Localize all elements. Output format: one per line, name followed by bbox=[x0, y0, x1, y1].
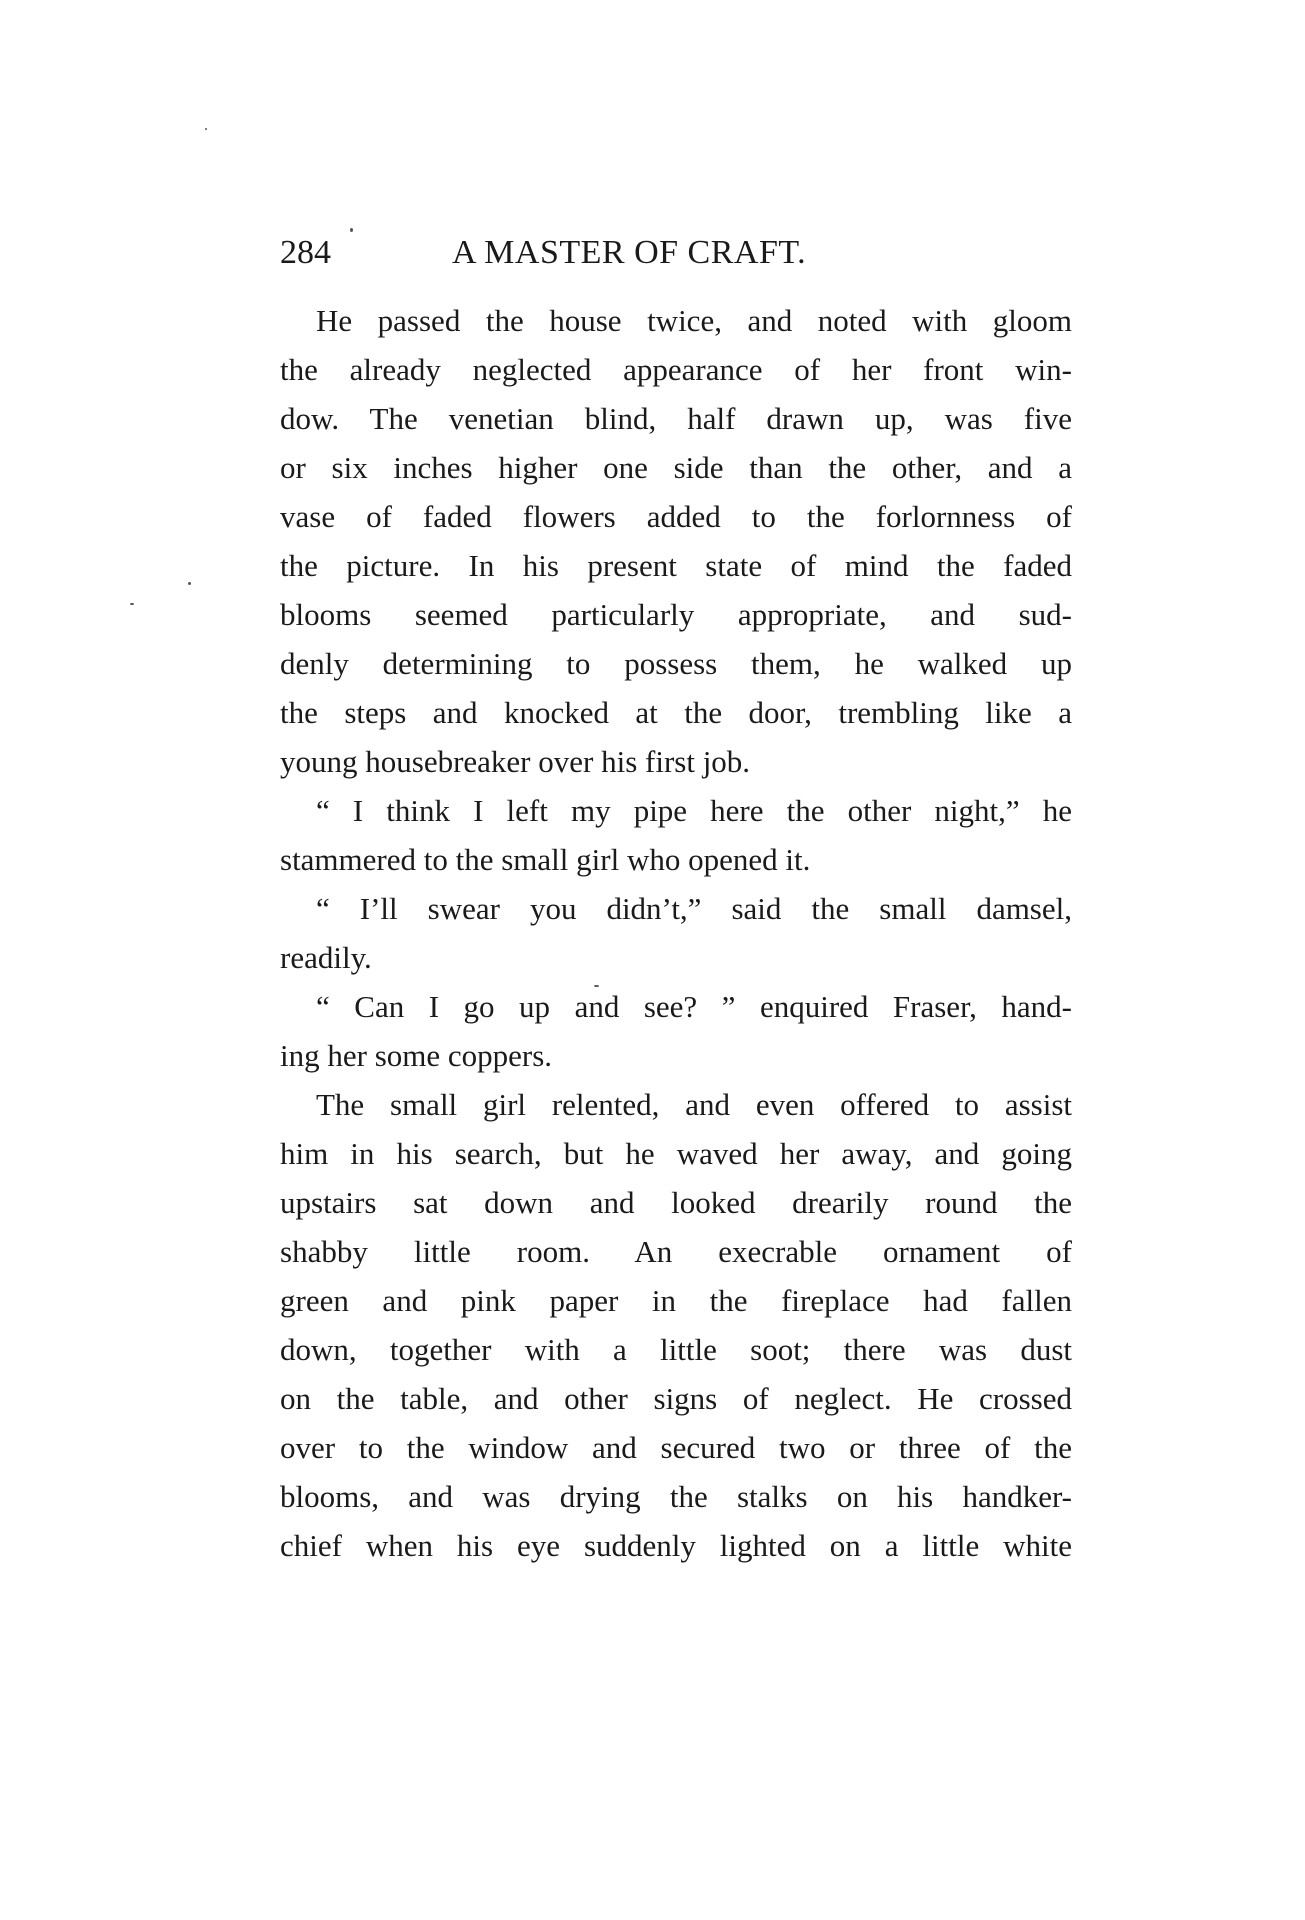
text-line: vase of faded flowers added to the forlornness of bbox=[280, 499, 1072, 534]
text-line: “ I think I left my pipe here the other night,” he bbox=[316, 793, 1072, 828]
text-line: green and pink paper in the fireplace had fallen bbox=[280, 1283, 1072, 1318]
paragraph bbox=[280, 884, 1072, 982]
page-number: 284 bbox=[280, 234, 331, 271]
text-line: shabby little room. An execrable ornament of bbox=[280, 1234, 1072, 1269]
text-line: dow. The venetian blind, half drawn up, was five bbox=[280, 401, 1072, 436]
text-line: or six inches higher one side than the other, and a bbox=[280, 450, 1072, 485]
text-line: He passed the house twice, and noted with gloom bbox=[316, 303, 1072, 338]
text-line: blooms seemed particularly appropriate, and sud- bbox=[280, 597, 1072, 632]
page-header bbox=[280, 228, 1080, 278]
paragraph bbox=[280, 1080, 1072, 1570]
text-line: stammered to the small girl who opened it. bbox=[280, 842, 811, 877]
text-line: chief when his eye suddenly lighted on a little white bbox=[280, 1528, 1072, 1563]
text-line: him in his search, but he waved her away, and going bbox=[280, 1136, 1072, 1171]
text-line: upstairs sat down and looked drearily round the bbox=[280, 1185, 1072, 1220]
paragraph bbox=[280, 296, 1072, 786]
text-line: The small girl relented, and even offered to assist bbox=[316, 1087, 1072, 1122]
text-line: readily. bbox=[280, 940, 372, 975]
text-line: down, together with a little soot; there was dust bbox=[280, 1332, 1072, 1367]
text-line: denly determining to possess them, he walked up bbox=[280, 646, 1072, 681]
text-line: the already neglected appearance of her front win- bbox=[280, 352, 1072, 387]
print-speck bbox=[188, 582, 191, 585]
text-line: “ Can I go up and see? ” enquired Fraser, hand- bbox=[316, 989, 1072, 1024]
paragraph bbox=[280, 982, 1072, 1080]
running-title: A MASTER OF CRAFT. bbox=[452, 234, 807, 271]
print-speck bbox=[205, 128, 207, 130]
text-line: blooms, and was drying the stalks on his handker- bbox=[280, 1479, 1072, 1514]
text-line: “ I’ll swear you didn’t,” said the small damsel, bbox=[316, 891, 1072, 926]
text-line: ing her some coppers. bbox=[280, 1038, 553, 1073]
paragraph bbox=[280, 786, 1072, 884]
text-line: the steps and knocked at the door, trembling like a bbox=[280, 695, 1072, 730]
body-text bbox=[280, 296, 1072, 1570]
print-speck bbox=[130, 603, 134, 605]
text-line: young housebreaker over his first job. bbox=[280, 744, 751, 779]
text-line: the picture. In his present state of mind the faded bbox=[280, 548, 1072, 583]
text-line: over to the window and secured two or three of the bbox=[280, 1430, 1072, 1465]
text-line: on the table, and other signs of neglect. He crossed bbox=[280, 1381, 1072, 1416]
